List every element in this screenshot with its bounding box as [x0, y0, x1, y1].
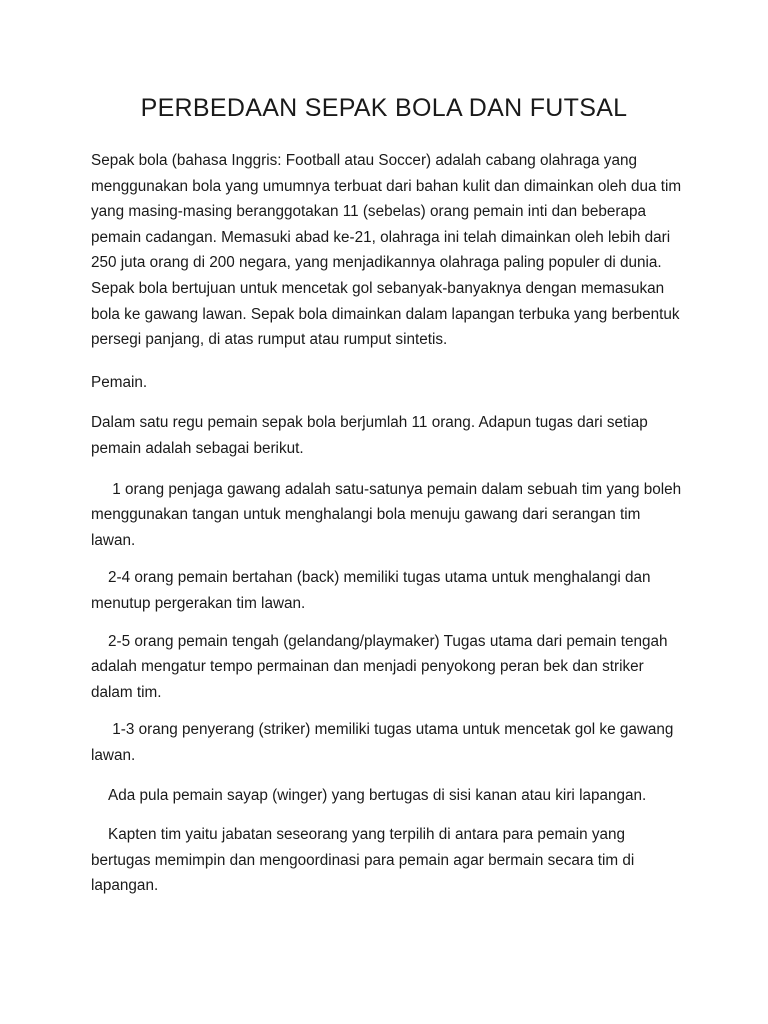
document-title: PERBEDAAN SEPAK BOLA DAN FUTSAL	[140, 94, 628, 122]
paragraph-midfielder: 2-5 orang pemain tengah (gelandang/playmaker) Tugas utama dari pemain tengah adalah mengatur tempo permainan dan menjadi penyokong peran bek dan striker dalam tim.	[91, 632, 672, 701]
paragraph-captain: Kapten tim yaitu jabatan seseorang yang terpilih di antara para pemain yang bertugas memimpin dan mengoordinasi para pemain agar bermain secara tim di lapangan.	[91, 826, 639, 895]
paragraph-striker: 1-3 orang penyerang (striker) memiliki tugas utama untuk mencetak gol ke gawang lawan.	[91, 721, 678, 764]
paragraph-intro: Sepak bola (bahasa Inggris: Football atau Soccer) adalah cabang olahraga yang menggunakan bola yang umumnya terbuat dari bahan kulit dan dimainkan oleh dua tim yang masing-masing beranggotakan 11 (sebelas) orang pemain inti dan beberapa pemain cadangan. Memasuki abad ke-21, olahraga ini telah dimainkan oleh lebih dari 250 juta orang di 200 negara, yang menjadikannya olahraga paling populer di dunia. Sepak bola bertujuan untuk mencetak gol sebanyak-banyaknya dengan memasukan bola ke gawang lawan. Sepak bola dimainkan dalam lapangan terbuka yang berbentuk persegi panjang, di atas rumput atau rumput sintetis.	[91, 152, 686, 349]
paragraph-winger: Ada pula pemain sayap (winger) yang bertugas di sisi kanan atau kiri lapangan.	[91, 787, 647, 805]
paragraph-goalkeeper: 1 orang penjaga gawang adalah satu-satunya pemain dalam sebuah tim yang boleh menggunakan tangan untuk menghalangi bola menuju gawang dari serangan tim lawan.	[91, 480, 686, 549]
paragraph-team-size: Dalam satu regu pemain sepak bola berjumlah 11 orang. Adapun tugas dari setiap pemain adalah sebagai berikut.	[91, 414, 652, 457]
paragraph-defender: 2-4 orang pemain bertahan (back) memiliki tugas utama untuk menghalangi dan menutup pergerakan tim lawan.	[91, 569, 655, 612]
document-body	[91, 148, 687, 899]
paragraph-pemain-heading: Pemain.	[91, 373, 148, 391]
